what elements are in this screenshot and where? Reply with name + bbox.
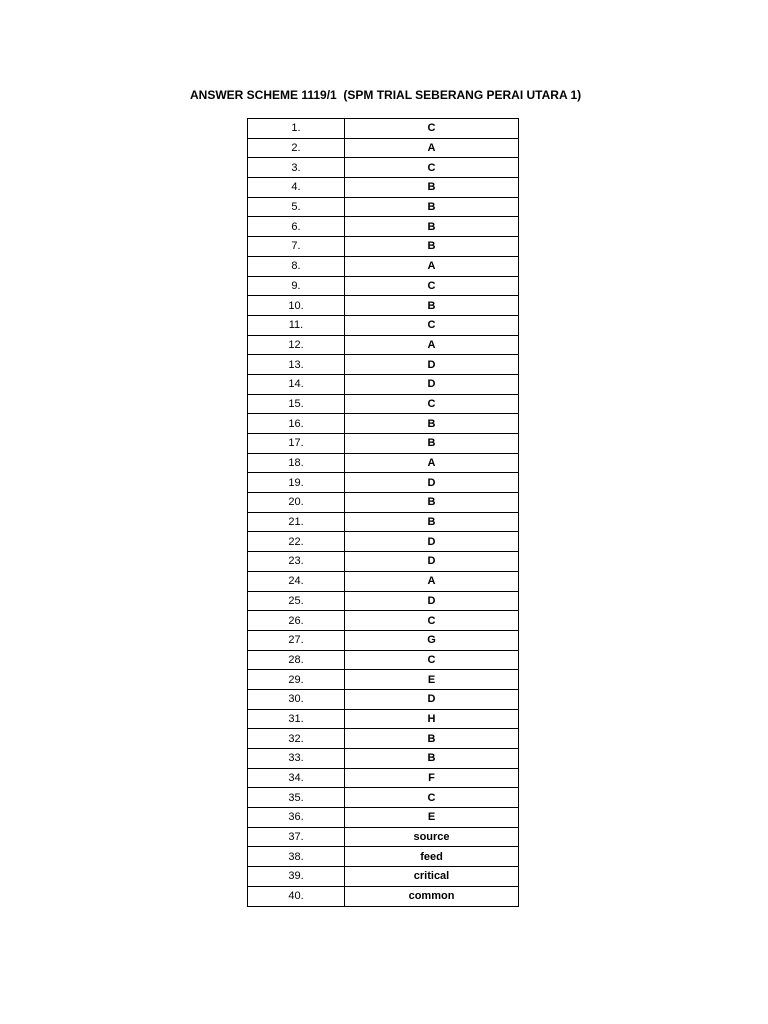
answer-key: source — [345, 827, 519, 847]
table-row — [248, 650, 519, 670]
table-row — [248, 237, 519, 257]
table-row — [248, 178, 519, 198]
question-number: 22. — [248, 532, 345, 552]
answer-key: E — [345, 808, 519, 828]
answer-key: D — [345, 374, 519, 394]
table-row — [248, 571, 519, 591]
question-number: 10. — [248, 296, 345, 316]
table-row — [248, 808, 519, 828]
question-number: 21. — [248, 512, 345, 532]
answer-key: B — [345, 217, 519, 237]
answer-key: A — [345, 453, 519, 473]
question-number: 36. — [248, 808, 345, 828]
answer-key: B — [345, 512, 519, 532]
table-row — [248, 532, 519, 552]
table-row — [248, 217, 519, 237]
question-number: 32. — [248, 729, 345, 749]
question-number: 24. — [248, 571, 345, 591]
table-row — [248, 197, 519, 217]
table-row — [248, 867, 519, 887]
question-number: 33. — [248, 749, 345, 769]
answer-key: D — [345, 552, 519, 572]
table-row — [248, 335, 519, 355]
table-row — [248, 729, 519, 749]
table-row — [248, 414, 519, 434]
answer-key: E — [345, 670, 519, 690]
question-number: 34. — [248, 768, 345, 788]
answer-key: B — [345, 729, 519, 749]
table-row — [248, 296, 519, 316]
answer-key: D — [345, 473, 519, 493]
table-row — [248, 493, 519, 513]
question-number: 37. — [248, 827, 345, 847]
answer-key: critical — [345, 867, 519, 887]
answer-key: C — [345, 788, 519, 808]
answer-key: A — [345, 138, 519, 158]
table-row — [248, 453, 519, 473]
question-number: 23. — [248, 552, 345, 572]
question-number: 4. — [248, 178, 345, 198]
table-row — [248, 886, 519, 906]
question-number: 7. — [248, 237, 345, 257]
table-row — [248, 552, 519, 572]
table-row — [248, 276, 519, 296]
answer-key: H — [345, 709, 519, 729]
question-number: 8. — [248, 256, 345, 276]
answer-key: C — [345, 394, 519, 414]
table-row — [248, 611, 519, 631]
table-row — [248, 788, 519, 808]
page-title: ANSWER SCHEME 1119/1 (SPM TRIAL SEBERANG PERAI UTARA 1) — [190, 88, 582, 102]
table-row — [248, 256, 519, 276]
table-row — [248, 709, 519, 729]
question-number: 39. — [248, 867, 345, 887]
question-number: 25. — [248, 591, 345, 611]
question-number: 16. — [248, 414, 345, 434]
question-number: 19. — [248, 473, 345, 493]
question-number: 17. — [248, 434, 345, 454]
answer-key: C — [345, 611, 519, 631]
table-row — [248, 138, 519, 158]
table-row — [248, 434, 519, 454]
answer-key: B — [345, 434, 519, 454]
answer-key: B — [345, 197, 519, 217]
table-row — [248, 670, 519, 690]
question-number: 9. — [248, 276, 345, 296]
question-number: 27. — [248, 630, 345, 650]
question-number: 15. — [248, 394, 345, 414]
table-row — [248, 315, 519, 335]
answer-key: G — [345, 630, 519, 650]
answer-key: B — [345, 493, 519, 513]
answer-key: B — [345, 414, 519, 434]
answer-key: D — [345, 591, 519, 611]
question-number: 3. — [248, 158, 345, 178]
answer-key: common — [345, 886, 519, 906]
question-number: 14. — [248, 374, 345, 394]
answer-key: A — [345, 571, 519, 591]
answer-key: C — [345, 119, 519, 139]
question-number: 6. — [248, 217, 345, 237]
table-row — [248, 355, 519, 375]
question-number: 11. — [248, 315, 345, 335]
answer-key: B — [345, 749, 519, 769]
question-number: 5. — [248, 197, 345, 217]
answer-key: D — [345, 689, 519, 709]
table-row — [248, 689, 519, 709]
question-number: 18. — [248, 453, 345, 473]
table-row — [248, 119, 519, 139]
table-row — [248, 827, 519, 847]
answer-key: A — [345, 335, 519, 355]
answer-table-body — [248, 119, 519, 907]
question-number: 1. — [248, 119, 345, 139]
answer-key: D — [345, 355, 519, 375]
table-row — [248, 630, 519, 650]
question-number: 35. — [248, 788, 345, 808]
question-number: 29. — [248, 670, 345, 690]
question-number: 12. — [248, 335, 345, 355]
answer-key: C — [345, 650, 519, 670]
answer-key: B — [345, 178, 519, 198]
answer-key: B — [345, 237, 519, 257]
question-number: 38. — [248, 847, 345, 867]
table-row — [248, 512, 519, 532]
answer-key: C — [345, 315, 519, 335]
table-row — [248, 847, 519, 867]
question-number: 30. — [248, 689, 345, 709]
question-number: 26. — [248, 611, 345, 631]
answer-key: F — [345, 768, 519, 788]
answer-key: A — [345, 256, 519, 276]
question-number: 13. — [248, 355, 345, 375]
question-number: 28. — [248, 650, 345, 670]
question-number: 40. — [248, 886, 345, 906]
question-number: 31. — [248, 709, 345, 729]
question-number: 20. — [248, 493, 345, 513]
table-row — [248, 768, 519, 788]
answer-table — [247, 118, 519, 907]
answer-key: C — [345, 158, 519, 178]
table-row — [248, 473, 519, 493]
answer-key: B — [345, 296, 519, 316]
table-row — [248, 374, 519, 394]
table-row — [248, 749, 519, 769]
answer-key: D — [345, 532, 519, 552]
table-row — [248, 158, 519, 178]
question-number: 2. — [248, 138, 345, 158]
answer-key: feed — [345, 847, 519, 867]
table-row — [248, 394, 519, 414]
answer-key: C — [345, 276, 519, 296]
table-row — [248, 591, 519, 611]
